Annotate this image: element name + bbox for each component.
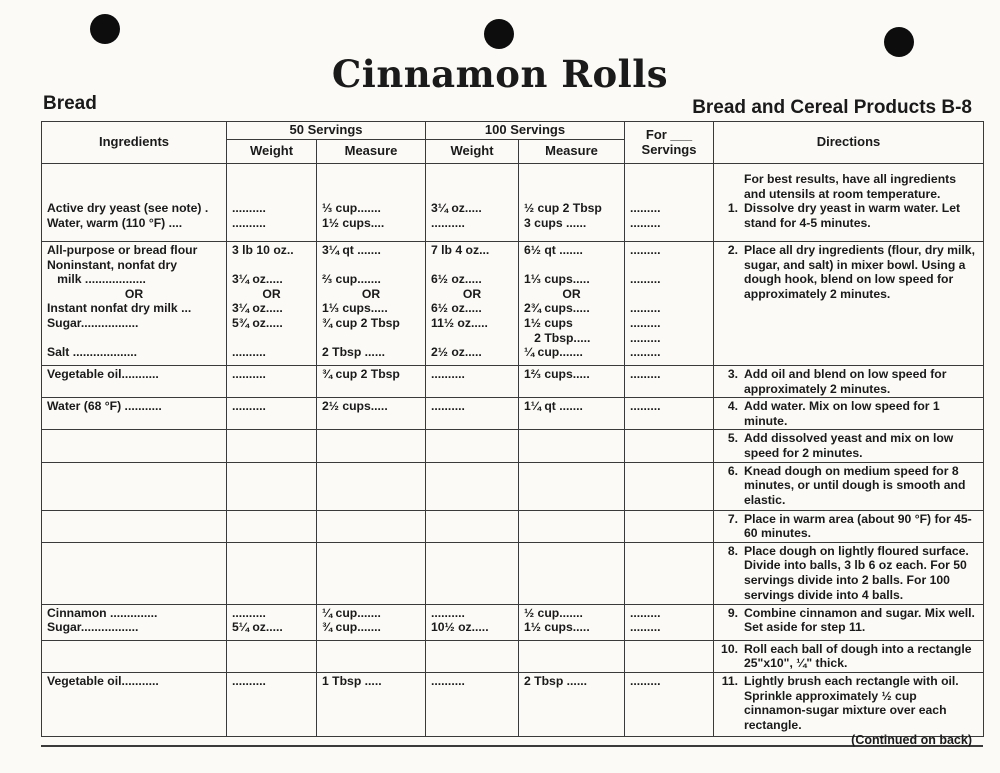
for-servings-cell	[625, 398, 714, 430]
cell-line: 1⅓ cups.....	[524, 272, 590, 287]
weight-50-cell	[227, 462, 317, 510]
header-measure-100: Measure	[519, 140, 625, 164]
weight-50-cell	[227, 398, 317, 430]
cell-line: OR	[462, 286, 482, 301]
cell-line: .........	[630, 243, 661, 257]
ingredient-cell	[42, 542, 227, 604]
cell-line: 1⅓ cups.....	[322, 301, 388, 316]
step-number: 10.	[721, 641, 738, 656]
direction-step	[719, 367, 978, 396]
weight-50-cell	[227, 510, 317, 542]
measure-100-cell	[519, 542, 625, 604]
ingredient-cell	[42, 604, 227, 640]
cell-line: 6½ oz.....	[431, 272, 482, 287]
step-number: 1.	[727, 201, 738, 216]
directions-cell	[714, 430, 984, 462]
cell-line: ..........	[431, 673, 465, 688]
cell-line	[524, 258, 619, 273]
cell-line: Instant nonfat dry milk ...	[47, 301, 192, 316]
cell-line: All-purpose or bread flour	[47, 243, 198, 257]
measure-50-cell	[317, 462, 426, 510]
directions-cell	[714, 542, 984, 604]
cell-line	[630, 287, 708, 302]
section-label: Bread and Cereal Products B-8	[692, 97, 972, 118]
measure-50-cell	[317, 542, 426, 604]
recipe-table	[41, 121, 984, 737]
direction-step	[719, 544, 978, 602]
cell-line: ..........	[232, 399, 266, 414]
cell-line: Water (68 °F) ...........	[47, 399, 162, 414]
cell-line: 2 Tbsp ......	[322, 345, 385, 360]
measure-50-cell	[317, 672, 426, 736]
weight-100-cell	[426, 242, 519, 366]
cell-line: OR	[361, 286, 381, 301]
measure-50-cell	[317, 430, 426, 462]
cell-line: ..........	[232, 367, 266, 381]
cell-line: ..........	[431, 399, 465, 414]
header-for-servings: For ___ Servings	[625, 122, 714, 164]
continued-note: (Continued on back)	[851, 733, 972, 747]
step-text: Add water. Mix on low speed for 1 minute.	[744, 399, 940, 428]
cell-line: ¼ cup.......	[322, 605, 381, 620]
step-number: 2.	[727, 243, 738, 257]
direction-step	[719, 201, 978, 230]
cell-line	[524, 172, 619, 187]
measure-50-cell	[317, 366, 426, 398]
cell-line: 3¼ oz.....	[232, 301, 283, 316]
cell-line: Active dry yeast (see note) .	[47, 201, 209, 216]
cell-line: .........	[630, 201, 661, 216]
directions-cell	[714, 398, 984, 430]
cell-line: 2¾ cups.....	[524, 301, 590, 316]
ingredient-cell	[42, 462, 227, 510]
direction-step	[719, 512, 978, 541]
cell-line: OR	[124, 286, 144, 301]
cell-line	[232, 258, 311, 273]
cell-line: ..........	[232, 201, 266, 216]
cell-line: OR	[562, 286, 581, 301]
cell-line: ⅓ cup.......	[322, 201, 381, 216]
weight-100-cell	[426, 640, 519, 672]
for-servings-cell	[625, 462, 714, 510]
step-text: Add oil and blend on low speed for approximately 2 minutes.	[744, 367, 947, 396]
cell-line	[524, 187, 619, 202]
recipe-row	[42, 542, 984, 604]
cell-line: ¾ cup 2 Tbsp	[322, 315, 400, 330]
cell-line: ½ cup 2 Tbsp	[524, 201, 602, 216]
weight-50-cell	[227, 604, 317, 640]
weight-50-cell	[227, 430, 317, 462]
measure-100-cell	[519, 430, 625, 462]
ingredient-cell	[42, 640, 227, 672]
binder-hole-center	[484, 19, 514, 49]
cell-line	[431, 187, 513, 202]
step-text: Place all dry ingredients (flour, dry milk, sugar, and salt) in mixer bowl. Using a dough hook, blend on low speed for approximately 2 minutes.	[744, 243, 975, 301]
directions-cell	[714, 640, 984, 672]
cell-line: .........	[630, 367, 661, 381]
cell-line: .........	[630, 315, 661, 330]
cell-line: ¼ cup.......	[524, 345, 583, 360]
cell-line: 11½ oz.....	[431, 315, 488, 330]
cell-line: ..........	[232, 345, 266, 360]
footer-rule	[41, 745, 983, 747]
step-text: Add dissolved yeast and mix on low speed for 2 minutes.	[744, 431, 954, 460]
weight-50-cell	[227, 640, 317, 672]
measure-100-cell	[519, 242, 625, 366]
header-directions: Directions	[714, 122, 984, 164]
cell-line	[431, 331, 513, 346]
weight-50-cell	[227, 672, 317, 736]
direction-step	[719, 399, 978, 428]
cell-line: ⅔ cup.......	[322, 272, 381, 287]
weight-100-cell	[426, 672, 519, 736]
cell-line	[322, 331, 420, 346]
ingredient-cell	[42, 366, 227, 398]
direction-step	[719, 431, 978, 460]
cell-line: 5¼ oz.....	[232, 620, 283, 635]
directions-cell	[714, 242, 984, 366]
weight-100-cell	[426, 462, 519, 510]
cell-line: OR	[262, 286, 281, 301]
cell-line: .........	[630, 345, 661, 360]
step-text: Place in warm area (about 90 °F) for 45-60 minutes.	[744, 511, 972, 541]
step-text: Combine cinnamon and sugar. Mix well. Set aside for step 11.	[744, 605, 975, 635]
cell-line	[630, 258, 708, 273]
cell-line: Cinnamon ..............	[47, 605, 158, 620]
for-servings-cell	[625, 640, 714, 672]
directions-cell	[714, 510, 984, 542]
for-servings-cell	[625, 604, 714, 640]
weight-100-cell	[426, 542, 519, 604]
measure-50-cell	[317, 398, 426, 430]
cell-line: ..........	[431, 367, 465, 381]
direction-step	[719, 464, 978, 508]
measure-100-cell	[519, 510, 625, 542]
cell-line: ½ cup.......	[524, 605, 583, 620]
cell-line: 3 cups ......	[524, 215, 587, 230]
weight-50-cell	[227, 366, 317, 398]
cell-line: .........	[630, 399, 661, 414]
directions-cell	[714, 366, 984, 398]
cell-line: Vegetable oil...........	[47, 673, 159, 688]
recipe-row	[42, 398, 984, 430]
recipe-row	[42, 242, 984, 366]
measure-50-cell	[317, 164, 426, 242]
cell-line	[322, 187, 420, 202]
cell-line: ..........	[431, 605, 465, 620]
ingredient-cell	[42, 398, 227, 430]
cell-line: .........	[630, 620, 661, 635]
direction-step	[719, 606, 978, 635]
cell-line	[232, 331, 311, 346]
ingredient-cell	[42, 164, 227, 242]
cell-line: ¾ cup.......	[322, 620, 381, 635]
for-servings-cell	[625, 164, 714, 242]
step-text: Place dough on lightly floured surface. Divide into balls, 3 lb 6 oz each. For 50 servings divide into 2 balls. For 100 servings divide into 4 balls.	[744, 543, 969, 602]
header-weight-100: Weight	[426, 140, 519, 164]
measure-50-cell	[317, 640, 426, 672]
directions-cell	[714, 672, 984, 736]
cell-line: Sugar.................	[47, 620, 139, 635]
cell-line: 7 lb 4 oz...	[431, 243, 490, 257]
step-text: Dissolve dry yeast in warm water. Let stand for 4-5 minutes.	[744, 201, 961, 230]
recipe-row	[42, 430, 984, 462]
cell-line: 1½ cups.....	[524, 620, 590, 635]
step-number: 11.	[721, 673, 738, 688]
cell-line: Sugar.................	[47, 315, 139, 330]
cell-line	[232, 172, 311, 187]
for-servings-cell	[625, 430, 714, 462]
header-weight-50: Weight	[227, 140, 317, 164]
weight-100-cell	[426, 604, 519, 640]
recipe-row	[42, 164, 984, 242]
cell-line: .........	[630, 301, 661, 316]
ingredient-cell	[42, 672, 227, 736]
header-ingredients: Ingredients	[42, 122, 227, 164]
cell-line: 5¾ oz.....	[232, 315, 283, 330]
cell-line: .........	[630, 605, 661, 620]
recipe-row	[42, 640, 984, 672]
recipe-row	[42, 604, 984, 640]
measure-100-cell	[519, 164, 625, 242]
cell-line	[431, 172, 513, 187]
cell-line: 2½ oz.....	[431, 345, 482, 360]
ingredient-cell	[42, 242, 227, 366]
recipe-title: Cinnamon Rolls	[331, 52, 669, 96]
step-number: 6.	[727, 463, 738, 478]
cell-line: 3¼ oz.....	[232, 272, 283, 287]
step-number	[719, 172, 744, 201]
cell-line: 1 Tbsp .....	[322, 673, 382, 688]
recipe-row	[42, 510, 984, 542]
directions-cell	[714, 604, 984, 640]
cell-line: 6½ qt .......	[524, 243, 583, 257]
measure-100-cell	[519, 366, 625, 398]
directions-cell	[714, 462, 984, 510]
cell-line: ¾ cup 2 Tbsp	[322, 367, 400, 381]
cell-line	[47, 331, 221, 346]
step-number: 3.	[727, 367, 738, 381]
recipe-row	[42, 366, 984, 398]
recipe-row	[42, 672, 984, 736]
cell-line: .........	[630, 272, 661, 287]
measure-100-cell	[519, 462, 625, 510]
cell-line: Water, warm (110 °F) ....	[47, 215, 183, 230]
binder-hole-left	[90, 14, 120, 44]
cell-line	[47, 187, 221, 202]
cell-line: 10½ oz.....	[431, 620, 489, 635]
cell-line: 6½ oz.....	[431, 301, 482, 316]
cell-line: 1½ cups....	[322, 215, 385, 230]
step-number: 7.	[727, 511, 738, 526]
weight-50-cell	[227, 242, 317, 366]
cell-line: Salt ...................	[47, 345, 138, 360]
weight-100-cell	[426, 430, 519, 462]
step-text: Roll each ball of dough into a rectangle 25"x10", ¼" thick.	[744, 641, 972, 671]
weight-100-cell	[426, 164, 519, 242]
for-servings-cell	[625, 242, 714, 366]
weight-100-cell	[426, 510, 519, 542]
cell-line	[630, 187, 708, 202]
for-servings-cell	[625, 542, 714, 604]
measure-100-cell	[519, 604, 625, 640]
measure-50-cell	[317, 510, 426, 542]
cell-line: 2 Tbsp.....	[524, 330, 591, 345]
direction-step	[719, 172, 978, 201]
cell-line: .........	[630, 673, 661, 688]
step-number: 5.	[727, 431, 738, 446]
measure-100-cell	[519, 640, 625, 672]
ingredient-cell	[42, 430, 227, 462]
direction-step	[719, 674, 978, 732]
step-number: 4.	[727, 399, 738, 414]
cell-line: 3 lb 10 oz..	[232, 243, 294, 257]
step-text: Knead dough on medium speed for 8 minutes, or until dough is smooth and elastic.	[744, 463, 966, 507]
recipe-row	[42, 462, 984, 510]
directions-cell	[714, 164, 984, 242]
cell-line: ..........	[232, 605, 266, 620]
for-servings-cell	[625, 366, 714, 398]
measure-100-cell	[519, 672, 625, 736]
cell-line: Noninstant, nonfat dry	[47, 257, 177, 272]
header-100-servings: 100 Servings	[426, 122, 625, 140]
weight-50-cell	[227, 542, 317, 604]
direction-step	[719, 642, 978, 671]
category-label: Bread	[43, 93, 97, 114]
cell-line: ..........	[232, 215, 266, 230]
weight-50-cell	[227, 164, 317, 242]
for-servings-cell	[625, 672, 714, 736]
cell-line: 2½ cups.....	[322, 399, 388, 414]
cell-line: milk ..................	[47, 272, 146, 287]
cell-line: .........	[630, 330, 661, 345]
cell-line	[630, 172, 708, 187]
cell-line: 3¼ qt .......	[322, 243, 381, 257]
step-number: 8.	[727, 543, 738, 558]
step-number: 9.	[727, 605, 738, 620]
cell-line	[322, 258, 420, 273]
header-measure-50: Measure	[317, 140, 426, 164]
cell-line: 1¼ qt .......	[524, 399, 583, 414]
cell-line: .........	[630, 215, 661, 230]
ingredient-cell	[42, 510, 227, 542]
cell-line: ..........	[232, 673, 266, 688]
step-text: For best results, have all ingredients and utensils at room temperature.	[744, 172, 956, 201]
cell-line: 1⅔ cups.....	[524, 367, 590, 381]
weight-100-cell	[426, 398, 519, 430]
for-servings-cell	[625, 510, 714, 542]
measure-50-cell	[317, 604, 426, 640]
cell-line	[322, 172, 420, 187]
cell-line: 2 Tbsp ......	[524, 673, 587, 688]
cell-line: ..........	[431, 215, 465, 230]
cell-line	[232, 187, 311, 202]
step-text: Lightly brush each rectangle with oil. Sprinkle approximately ½ cup cinnamon-sugar mixture over each rectangle.	[744, 673, 959, 732]
cell-line	[47, 172, 221, 187]
measure-100-cell	[519, 398, 625, 430]
direction-step	[719, 243, 978, 301]
cell-line: 1½ cups	[524, 315, 573, 330]
weight-100-cell	[426, 366, 519, 398]
measure-50-cell	[317, 242, 426, 366]
recipe-body	[42, 164, 984, 737]
cell-line	[431, 258, 513, 273]
cell-line: 3¼ oz.....	[431, 201, 482, 216]
cell-line: Vegetable oil...........	[47, 367, 159, 381]
header-50-servings: 50 Servings	[227, 122, 426, 140]
